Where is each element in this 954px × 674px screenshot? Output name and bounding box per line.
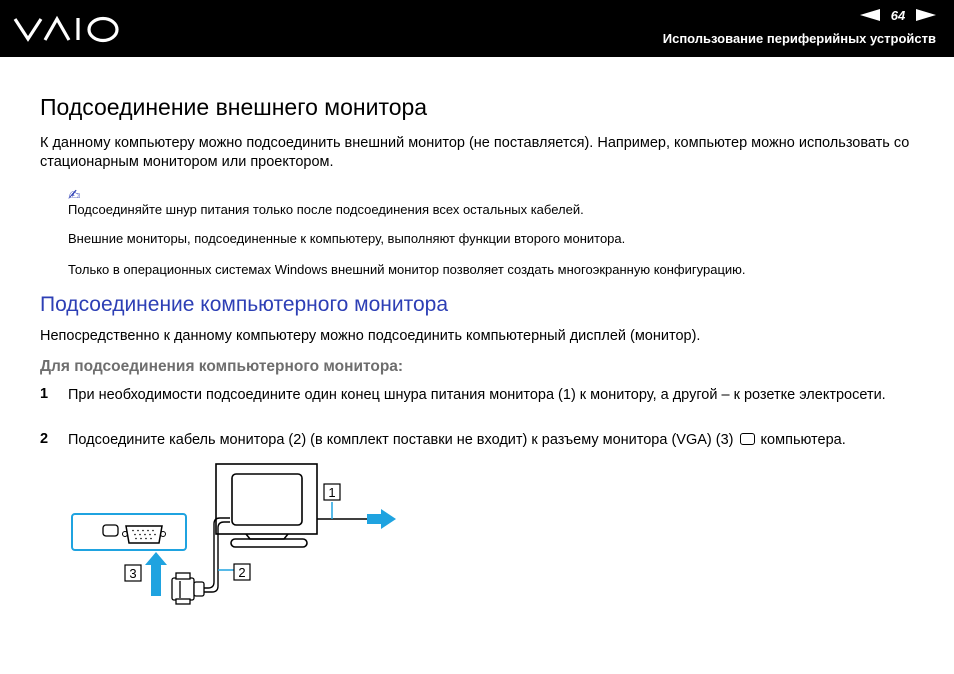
step-text-after: компьютера.: [760, 432, 846, 448]
note-pencil-icon: ✍: [68, 187, 81, 204]
page-number: 64: [890, 7, 906, 23]
vga-plug: [172, 573, 204, 604]
sub-intro-paragraph: Непосредственно к данному компьютеру можно подсоединить компьютерный дисплей (монитор).: [40, 328, 701, 344]
monitor-illustration: [216, 464, 317, 547]
note-item: Только в операционных системах Windows внешний монитор позволяет создать многоэкранную конфигурацию.: [68, 262, 746, 277]
step-number: 2: [40, 431, 49, 447]
monitor-port-icon: [740, 433, 755, 445]
laptop-port-panel: [72, 514, 186, 550]
step-number: 1: [40, 386, 49, 402]
monitor-cable: [190, 518, 230, 588]
section-title: Использование периферийных устройств: [662, 31, 936, 46]
page-title: Подсоединение внешнего монитора: [40, 94, 428, 120]
connection-diagram: [70, 462, 410, 642]
step-text-before: Подсоедините кабель монитора (2) (в комплект поставки не входит) к разъему монитора (VGA) (3): [68, 432, 734, 448]
page-navigation: [860, 7, 936, 23]
header-bar: [0, 0, 954, 57]
connect-arrow-icon: [145, 552, 167, 596]
step-text: При необходимости подсоедините один конец шнура питания монитора (1) к монитору, а другой – к розетке электросети.: [68, 387, 886, 403]
procedure-title: Для подсоединения компьютерного монитора:: [40, 358, 404, 375]
note-item: Подсоединяйте шнур питания только после подсоединения всех остальных кабелей.: [68, 202, 584, 217]
power-arrow-icon: [367, 509, 396, 529]
callout-label-power: 1: [328, 485, 336, 500]
intro-paragraph: К данному компьютеру можно подсоединить внешний монитор (не поставляется). Например, компьютер можно использовать со стационарным монитором или проектором.: [40, 135, 910, 170]
prev-arrow-icon[interactable]: [860, 9, 880, 21]
next-arrow-icon[interactable]: [916, 9, 936, 21]
step-text: [68, 430, 928, 450]
note-item: Внешние мониторы, подсоединенные к компьютеру, выполняют функции второго монитора.: [68, 231, 626, 246]
vaio-logo: [13, 14, 121, 44]
callout-label-cable: 2: [238, 565, 246, 580]
section-subtitle: Подсоединение компьютерного монитора: [40, 293, 449, 316]
callout-label-port: 3: [129, 566, 137, 581]
